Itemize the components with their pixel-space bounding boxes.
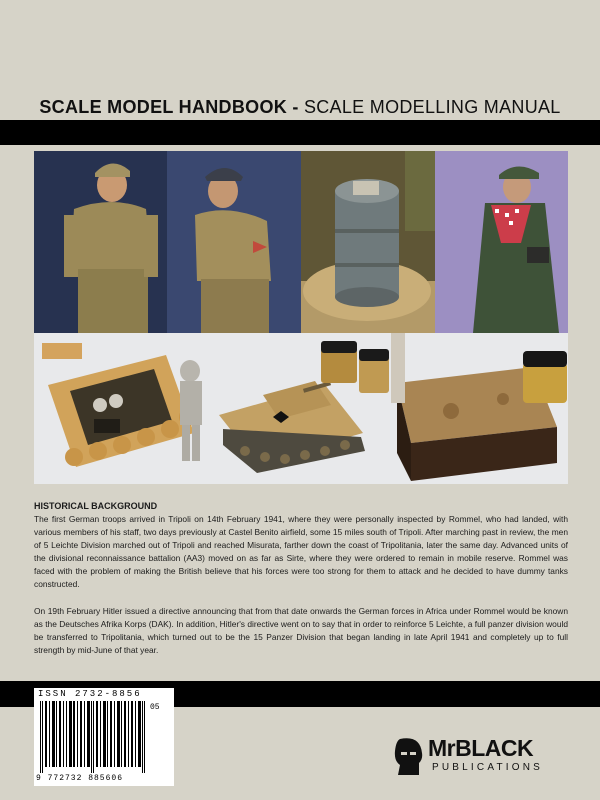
photo-desert-tank xyxy=(213,333,391,484)
photo-oil-drum xyxy=(301,151,435,333)
photo-sand-base xyxy=(391,333,568,484)
head-silhouette-icon xyxy=(392,737,426,777)
title-bold: SCALE MODEL HANDBOOK - xyxy=(39,97,304,117)
photo-officer-greatcoat xyxy=(435,151,568,333)
photo-grid xyxy=(34,151,568,484)
publisher-name: MrBLACK xyxy=(428,735,534,761)
section-heading: HISTORICAL BACKGROUND xyxy=(34,501,158,511)
title-light: SCALE MODELLING MANUAL xyxy=(303,97,561,117)
barcode xyxy=(34,688,174,786)
historical-background xyxy=(34,500,568,657)
top-black-band xyxy=(0,120,600,145)
publisher-logo xyxy=(392,735,572,779)
photo-soldier-khaki xyxy=(34,151,167,333)
publisher-sub: PUBLICATIONS xyxy=(432,762,544,773)
issn-number: ISSN 2732-8856 xyxy=(38,689,142,699)
ean-number: 9 772732 885606 xyxy=(36,774,124,783)
photo-vehicle-chassis xyxy=(34,333,213,484)
barcode-bars xyxy=(40,701,146,773)
cover-title xyxy=(0,97,600,119)
issue-number: 05 xyxy=(150,703,160,712)
paragraph-2: On 19th February Hitler issued a directive announcing that from that date onwards the German forces in Africa under Rommel would be known as the Deutsches Afrika Korps (DAK). In addition, Hitler's directive went on to say that in order to reinforce 5 Leichte, a full panzer division would be transferred to Tripolitania, which turned out to be the 15 Panzer Division that began landing in late April 1941 and completely up to full strength by mid-June of that year. xyxy=(34,606,568,655)
photo-soldier-side xyxy=(167,151,301,333)
paragraph-1: The first German troops arrived in Tripoli on 14th February 1941, where they were personally inspected by Rommel, who had landed, with various members of his staff, two days previously at Castel Benito airfield, some 15 miles south of Tripoli. After marching past in review, the men of 5 Leichte Division marched out of Tripoli and reached Misurata, farther down the coast of Tripolitania, later the same day. Advanced units of the divisional reconnaissance battalion (AA3) moved on as far as Sirte, where they were ordered to remain in mobile reserve. Rommel was faced with the problem of making the British believe that his forces were too strong for them to attack and he decided to have dummy tanks constructed. xyxy=(34,514,568,589)
